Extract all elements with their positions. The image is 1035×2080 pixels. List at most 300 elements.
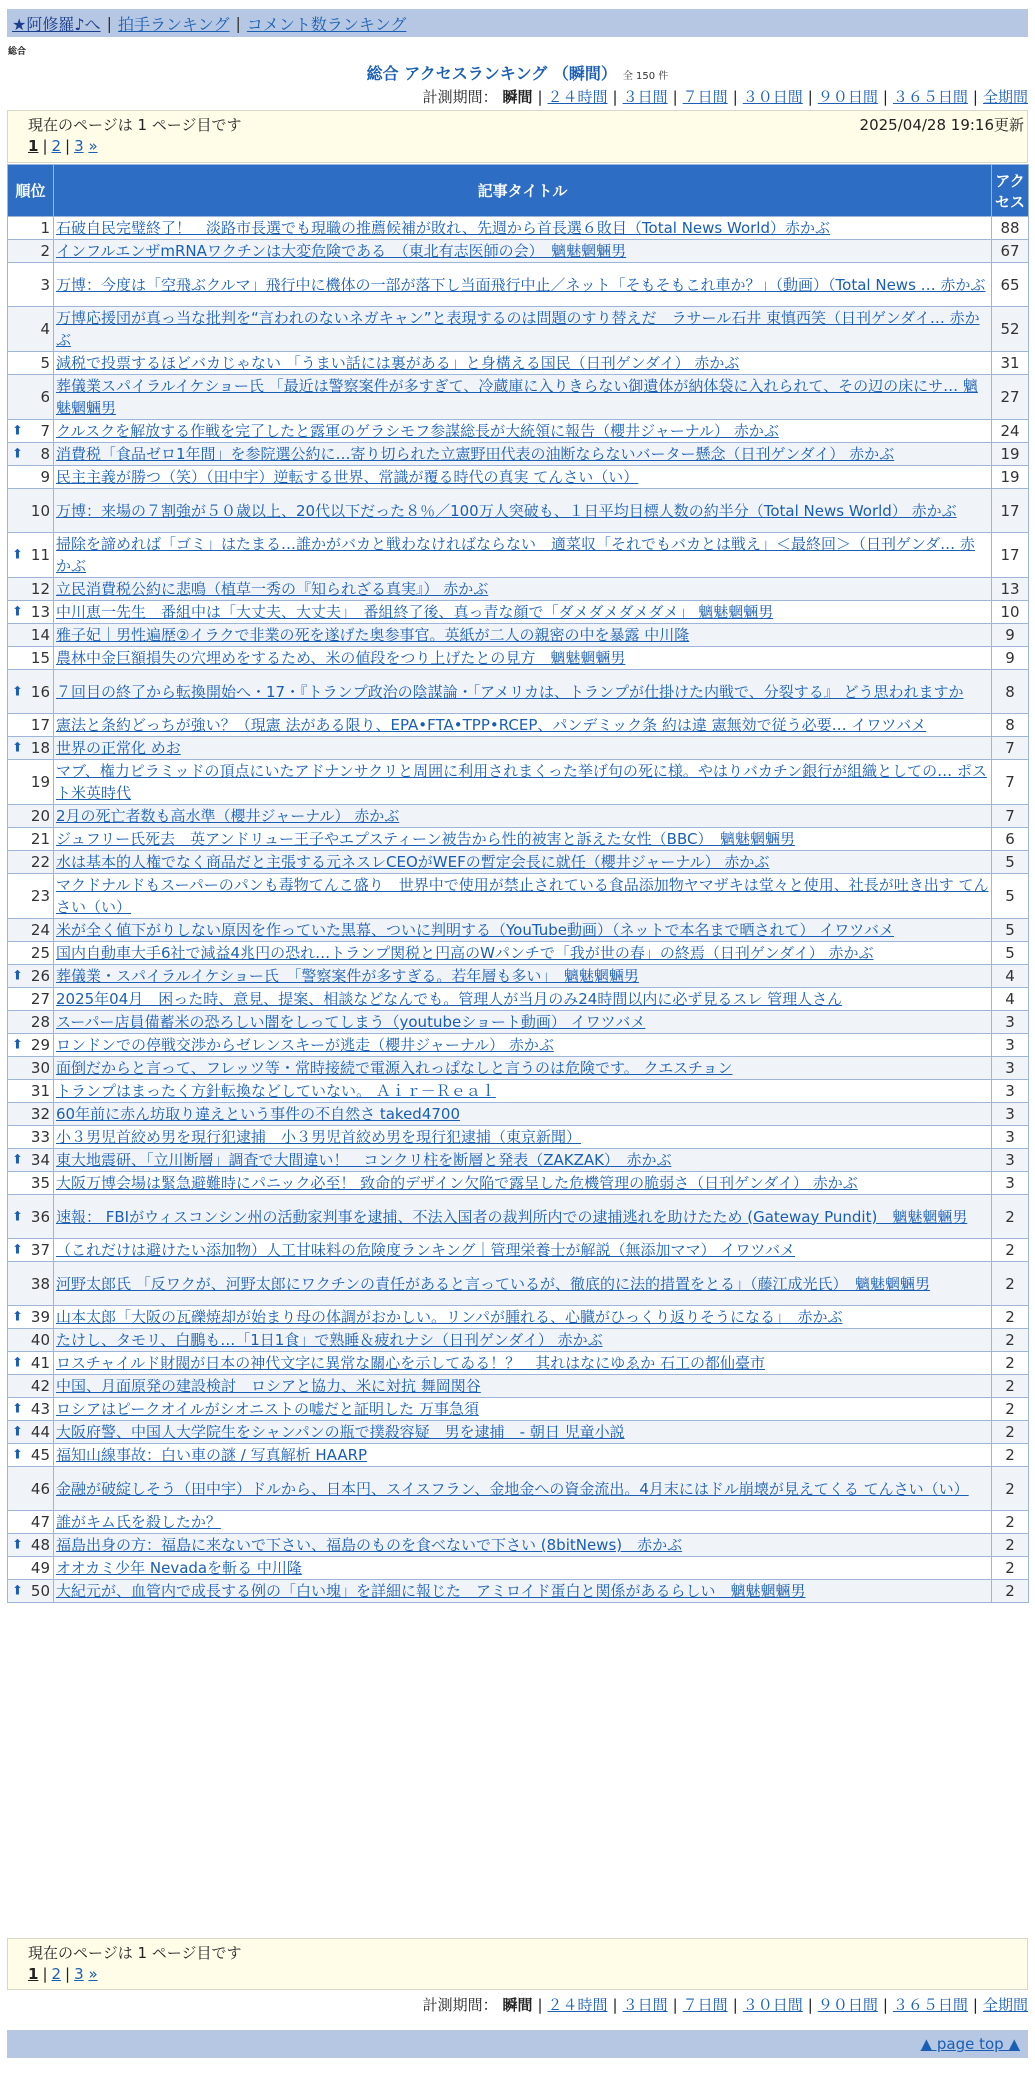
home-link[interactable]: ★阿修羅♪へ [12,14,101,34]
title-cell [54,240,992,263]
article-title-link[interactable]: 面倒だからと言って、フレッツ等・常時接続で電源入れっぱなしと言うのは危険です。 クエスチョン [56,1059,733,1077]
title-cell [54,420,992,443]
article-title-link[interactable]: 雅子妃｜男性遍歴②イラクで非業の死を遂げた奥参事官。英紙が二人の親密の中を暴露 中川隆 [56,626,690,644]
table-row [8,1580,1029,1603]
rank-number: 47 [30,1513,50,1531]
table-row [8,1444,1029,1467]
table-row [8,1080,1029,1103]
article-title-link[interactable]: 60年前に赤ん坊取り違えという事件の不自然さ taked4700 [56,1105,461,1123]
title-cell [54,443,992,466]
article-title-link[interactable]: ロンドンでの停戦交渉からゼレンスキーが逃走（櫻井ジャーナル） 赤かぶ [56,1036,554,1054]
rank-cell [8,828,54,851]
table-row [8,1306,1029,1329]
table-row [8,624,1029,647]
article-title-link[interactable]: 米が全く値下がりしない原因を作っていた黒幕、ついに判明する（YouTube動画）（ネットで本名まで晒されて） イワツバメ [56,921,894,939]
table-row [8,533,1029,578]
table-row [8,670,1029,714]
rank-up-arrow-icon: ⬆ [12,1447,23,1463]
access-count: 2 [992,1444,1029,1467]
period-selector-top: 計測期間： 瞬間 | ２４時間 | ３日間 | ７日間 | ３０日間 | ９０日間 | ３６５日間 | 全期間 [422,88,1028,106]
table-row [8,760,1029,805]
rank-cell [8,874,54,919]
article-title-link[interactable]: 小３男児首絞め男を現行犯逮捕 小３男児首絞め男を現行犯逮捕（東京新聞） [56,1128,582,1146]
page-title-text: 総合 アクセスランキング （瞬間） [366,64,617,83]
access-count: 17 [992,533,1029,578]
table-row [8,601,1029,624]
rank-cell [8,624,54,647]
access-count: 4 [992,988,1029,1011]
period-option-all[interactable]: 全期間 [982,1996,1028,2014]
access-count: 3 [992,1034,1029,1057]
article-title-link[interactable]: 立民消費税公約に悲鳴（植草一秀の『知られざる真実』） 赤かぶ [56,580,489,598]
title-cell [54,1444,992,1467]
title-cell [54,1375,992,1398]
article-title-link[interactable]: 2月の死亡者数も高水準（櫻井ジャーナル） 赤かぶ [56,807,400,825]
access-count: 3 [992,1103,1029,1126]
title-cell [54,874,992,919]
period-option-365d[interactable]: ３６５日間 [892,88,968,106]
rank-number: 39 [30,1308,50,1326]
table-row [8,1398,1029,1421]
title-cell [54,1329,992,1352]
rank-number: 17 [30,716,50,734]
title-cell [54,1352,992,1375]
access-count: 5 [992,919,1029,942]
table-row [8,1103,1029,1126]
page-link-3[interactable]: 3 [74,137,84,155]
nav-separator: | [235,13,241,33]
rank-cell [8,601,54,624]
period-label: 計測期間： [422,1996,498,2014]
rank-cell [8,263,54,307]
rank-cell [8,240,54,263]
rank-cell [8,942,54,965]
article-title-link[interactable]: 万博：来場の７割強が５０歳以上、20代以下だった８％／100万人突破も、１日平均目標人数の約半分（Total News World） 赤かぶ [56,501,957,520]
title-cell [54,352,992,375]
rank-up-arrow-icon: ⬆ [12,1309,23,1325]
rank-number: 14 [30,626,50,644]
rank-cell [8,1149,54,1172]
period-option-7d[interactable]: ７日間 [682,1996,728,2014]
page-link-2[interactable]: 2 [51,137,62,155]
rank-number: 1 [40,219,50,237]
rank-cell [8,1375,54,1398]
page-link-current[interactable]: 1 [28,1965,39,1983]
updated-timestamp: 2025/04/28 19:16更新 [859,116,1024,134]
rank-number: 50 [30,1582,50,1600]
rank-number: 46 [30,1479,50,1498]
article-title-link[interactable]: 消費税「食品ゼロ1年間」を参院選公約に…寄り切られた立憲野田代表の油断ならないバーター懸念（日刊ゲンダイ） 赤かぶ [56,445,895,463]
rank-number: 8 [40,445,50,463]
title-cell [54,307,992,352]
title-cell [54,601,992,624]
article-title-link[interactable]: 誰がキム氏を殺したか？ [56,1513,221,1531]
article-title-link[interactable]: 福島出身の方：福島に来ないで下さい、福島のものを食べないで下さい (8bitNews) 赤かぶ [56,1536,683,1554]
access-count: 2 [992,1467,1029,1511]
table-row [8,874,1029,919]
article-title-link[interactable]: 大阪万博会場は緊急避難時にパニック必至！ 致命的デザイン欠陥で露呈した危機管理の脆弱さ（日刊ゲンダイ） 赤かぶ [56,1174,858,1192]
rank-cell [8,851,54,874]
rank-up-arrow-icon: ⬆ [12,1401,23,1417]
rank-cell [8,1580,54,1603]
rank-cell [8,1329,54,1352]
title-cell [54,1103,992,1126]
rank-up-arrow-icon: ⬆ [12,446,23,462]
article-title-link[interactable]: 国内自動車大手6社で減益4兆円の恐れ…トランプ関税と円高のWパンチで「我が世の春」の終焉（日刊ゲンダイ） 赤かぶ [56,944,874,962]
rank-number: 20 [30,807,50,825]
rank-number: 7 [40,422,50,440]
rank-up-arrow-icon: ⬆ [12,968,23,984]
title-cell [54,1580,992,1603]
rank-number: 9 [40,468,50,486]
table-row [8,737,1029,760]
article-title-link[interactable]: 福知山線事故：白い車の謎 / 写真解析 HAARP [56,1446,368,1464]
period-option-3d[interactable]: ３日間 [622,88,668,106]
article-title-link[interactable]: ロシアはピークオイルがシオニストの嘘だと証明した 万事急須 [56,1400,479,1418]
rank-cell [8,1195,54,1239]
rank-up-arrow-icon: ⬆ [12,1152,23,1168]
article-title-link[interactable]: 山本太郎「大阪の瓦礫焼却が始まり母の体調がおかしい。リンパが腫れる、心臓がひっくり返りそうになる」 赤かぶ [56,1308,843,1326]
title-cell [54,578,992,601]
access-count: 3 [992,1057,1029,1080]
nav-link-clap-ranking[interactable]: 拍手ランキング [117,14,230,34]
rank-number: 27 [30,990,50,1008]
rank-cell [8,760,54,805]
access-count: 9 [992,647,1029,670]
access-count: 5 [992,851,1029,874]
article-title-link[interactable]: 中川恵一先生 番組中は「大丈夫、大丈夫」 番組終了後、真っ青な顔で「ダメダメダメダメ」 魑魅魍魎男 [56,603,774,621]
access-count: 2 [992,1580,1029,1603]
rank-cell [8,1421,54,1444]
period-option-3d[interactable]: ３日間 [622,1996,668,2014]
table-row [8,352,1029,375]
period-option-30d[interactable]: ３０日間 [742,88,803,106]
access-count: 2 [992,1306,1029,1329]
rank-number: 34 [30,1151,50,1169]
table-row [8,1329,1029,1352]
title-cell [54,828,992,851]
rank-number: 4 [40,320,50,338]
rank-number: 44 [30,1423,50,1441]
title-cell [54,714,992,737]
table-row [8,1239,1029,1262]
access-count: 2 [992,1534,1029,1557]
rank-cell [8,1034,54,1057]
article-title-link[interactable]: 葬儀業スパイラルイケショー氏 「最近は警察案件が多すぎて、冷蔵庫に入りきらない御遺体が納体袋に入れられて、その辺の床にサ… 魑魅魍魎男 [56,377,978,417]
period-option-7d[interactable]: ７日間 [682,88,728,106]
article-title-link[interactable]: 大阪府警、中国人大学院生をシャンパンの瓶で撲殺容疑 男を逮捕 - 朝日 児童小説 [56,1423,625,1441]
rank-cell [8,1467,54,1511]
rank-number: 40 [30,1331,50,1349]
access-count: 31 [992,352,1029,375]
access-count: 2 [992,1329,1029,1352]
rank-cell [8,420,54,443]
table-row [8,466,1029,489]
table-row [8,1511,1029,1534]
access-count: 27 [992,375,1029,420]
period-option-90d[interactable]: ９０日間 [817,88,878,106]
article-title-link[interactable]: 世界の正常化 めお [56,739,181,757]
title-cell [54,965,992,988]
rank-number: 49 [30,1559,50,1577]
rank-number: 48 [30,1536,50,1554]
page-link-3[interactable]: 3 [74,1965,84,1983]
access-count: 8 [992,670,1029,714]
rank-cell [8,375,54,420]
rank-cell [8,1306,54,1329]
access-count: 65 [992,263,1029,307]
article-title-link[interactable]: スーパー店員備蓄米の恐ろしい闇をしってしまう（youtubeショート動画） イワツバメ [56,1013,646,1031]
rank-number: 2 [40,242,50,260]
article-title-link[interactable]: 2025年04月 困った時、意見、提案、相談などなんでも。管理人が当月のみ24時間以内に必ず見るスレ 管理人さん [56,990,843,1008]
access-count: 2 [992,1352,1029,1375]
page-link-next[interactable]: » [88,137,98,155]
rank-cell [8,1239,54,1262]
table-row [8,647,1029,670]
article-title-link[interactable]: 金融が破綻しそう（田中宇）ドルから、日本円、スイスフラン、金地金への資金流出。4月末にはドル崩壊が見えてくる てんさい（い） [56,1479,969,1498]
rank-number: 22 [30,853,50,871]
rank-number: 11 [30,546,50,564]
rank-cell [8,443,54,466]
title-cell [54,1239,992,1262]
article-title-link[interactable]: 東大地震研、「立川断層」調査で大間違い！ コンクリ柱を断層と発表（ZAKZAK） 赤かぶ [56,1151,672,1169]
article-title-link[interactable]: 民主主義が勝つ（笑）（田中宇）逆転する世界、常識が覆る時代の真実 てんさい（い） [56,468,639,486]
rank-cell [8,988,54,1011]
rank-number: 38 [30,1274,50,1293]
table-row [8,1149,1029,1172]
table-row [8,1034,1029,1057]
rank-number: 42 [30,1377,50,1395]
page-link-next[interactable]: » [88,1965,98,1983]
table-row [8,1262,1029,1306]
rank-cell [8,1057,54,1080]
table-row [8,1534,1029,1557]
rank-cell [8,737,54,760]
article-title-link[interactable]: 石破自民完璧終了！ 淡路市長選でも現職の推薦候補が敗れ、先週から首長選６敗目（Total News World）赤かぶ [56,219,830,237]
article-title-link[interactable]: マブ、権力ピラミッドの頂点にいたアドナンサクリと周囲に利用されまくった挙げ句の死に様。やはりバカチン銀行が組織としての… ポスト米英時代 [56,762,987,802]
article-title-link[interactable]: 中国、月面原発の建設検討 ロシアと協力、米に対抗 舞岡関谷 [56,1377,481,1395]
title-cell [54,1057,992,1080]
rank-number: 6 [40,388,50,406]
table-row [8,578,1029,601]
rank-number: 36 [30,1207,50,1226]
rank-up-arrow-icon: ⬆ [12,423,23,439]
rank-cell [8,533,54,578]
breadcrumb: 総合 [8,47,27,57]
pager-top [7,110,1028,163]
table-row [8,828,1029,851]
title-cell [54,1467,992,1511]
access-count: 2 [992,1195,1029,1239]
access-count: 3 [992,1080,1029,1103]
access-count: 19 [992,466,1029,489]
table-row [8,1467,1029,1511]
article-title-link[interactable]: 万博：今度は「空飛ぶクルマ」飛行中に機体の一部が落下し当面飛行中止／ネット「そもそもこれ車か？」（動画）（Total News … 赤かぶ [56,275,986,294]
article-title-link[interactable]: 掃除を諦めれば「ゴミ」はたまる…誰かがバカと戦わなければならない 適菜収「それでもバカとは戦え」＜最終回＞（日刊ゲンダ… 赤かぶ [56,535,975,575]
title-cell [54,466,992,489]
rank-number: 10 [30,501,50,520]
article-title-link[interactable]: クルスクを解放する作戦を完了したと露軍のゲラシモフ参謀総長が大統領に報告（櫻井ジャーナル） 赤かぶ [56,422,779,440]
nav-link-comment-ranking[interactable]: コメント数ランキング [246,14,407,34]
article-title-link[interactable]: オオカミ少年 Nevadaを斬る 中川隆 [56,1559,302,1577]
table-row [8,942,1029,965]
title-cell [54,919,992,942]
article-title-link[interactable]: インフルエンザmRNAワクチンは大変危険である （東北有志医師の会） 魑魅魍魎男 [56,242,627,260]
access-count: 88 [992,217,1029,240]
rank-number: 30 [30,1059,50,1077]
title-cell [54,1034,992,1057]
rank-up-arrow-icon: ⬆ [12,740,23,756]
table-row [8,217,1029,240]
article-title-link[interactable]: ジュフリー氏死去 英アンドリュー王子やエプスティーン被告から性的被害と訴えた女性（BBC） 魑魅魍魎男 [56,830,795,848]
rank-up-arrow-icon: ⬆ [12,684,23,699]
period-option-24h[interactable]: ２４時間 [547,88,608,106]
article-title-link[interactable]: ロスチャイルド財閥が日本の神代文字に異常な關心を示してゐる！？ 其れはなにゆゑか 石工の都仙臺市 [56,1354,766,1372]
title-cell [54,805,992,828]
article-title-link[interactable]: 減税で投票するほどバカじゃない 「うまい話には裏がある」と身構える国民（日刊ゲンダイ） 赤かぶ [56,354,740,372]
table-row [8,443,1029,466]
pagination: 1 | 2 | 3 » [28,1965,98,1983]
article-title-link[interactable]: 葬儀業・スパイラルイケショー氏 「警察案件が多すぎる。若年層も多い」 魑魅魍魎男 [56,967,639,985]
period-option-all[interactable]: 全期間 [982,88,1028,106]
article-title-link[interactable]: ７回目の終了から転換開始へ・17・『トランプ政治の陰謀論・「アメリカは、トランプが仕掛けた内戦で、分裂する』 どう思われますか [56,682,964,701]
period-label: 計測期間： [422,88,498,106]
access-count: 4 [992,965,1029,988]
rank-number: 15 [30,649,50,667]
rank-number: 25 [30,944,50,962]
ranking-rows [8,217,1029,1603]
article-title-link[interactable]: たけし、タモリ、白鵬も…「1日1食」で熟睡＆疲れナシ（日刊ゲンダイ） 赤かぶ [56,1331,603,1349]
table-row [8,1057,1029,1080]
rank-number: 24 [30,921,50,939]
rank-cell [8,1352,54,1375]
access-count: 3 [992,1126,1029,1149]
page-top-link[interactable]: ▲ page top ▲ [920,2035,1020,2053]
rank-cell [8,1444,54,1467]
title-cell [54,942,992,965]
rank-cell [8,1262,54,1306]
rank-up-arrow-icon: ⬆ [12,1583,23,1599]
access-count: 13 [992,578,1029,601]
access-count: 3 [992,1011,1029,1034]
period-option-30d[interactable]: ３０日間 [742,1996,803,2014]
rank-number: 23 [30,887,50,905]
table-row [8,714,1029,737]
title-cell [54,1172,992,1195]
rank-up-arrow-icon: ⬆ [12,1209,23,1224]
title-cell [54,1398,992,1421]
access-count: 2 [992,1557,1029,1580]
access-count: 5 [992,942,1029,965]
page-link-2[interactable]: 2 [51,1965,62,1983]
page-status: 現在のページは 1 ページ目です [28,116,242,134]
article-title-link[interactable]: 速報： FBIがウィスコンシン州の活動家判事を逮捕、不法入国者の裁判所内での逮捕逃れを助けたため (Gateway Pundit) 魑魅魍魎男 [56,1207,968,1226]
nav-separator: | [106,13,112,33]
page-status: 現在のページは 1 ページ目です [28,1944,242,1962]
article-title-link[interactable]: （これだけは避けたい添加物）人工甘味料の危険度ランキング｜管理栄養士が解説（無添加ママ） イワツバメ [56,1241,796,1259]
table-row [8,420,1029,443]
article-title-link[interactable]: トランプはまったく方針転換などしていない。 Ａｉｒ－Ｒｅａｌ [56,1082,496,1100]
title-cell [54,1421,992,1444]
rank-cell [8,217,54,240]
rank-number: 28 [30,1013,50,1031]
access-count: 52 [992,307,1029,352]
rank-number: 37 [30,1241,50,1259]
rank-cell [8,578,54,601]
rank-number: 19 [30,773,50,791]
rank-up-arrow-icon: ⬆ [12,604,23,620]
access-count: 7 [992,760,1029,805]
rank-cell [8,1126,54,1149]
rank-cell [8,1511,54,1534]
table-row [8,1172,1029,1195]
table-row [8,375,1029,420]
rank-cell [8,1172,54,1195]
article-title-link[interactable]: 憲法と条約どっちが強い？（現憲 法がある限り、EPA•FTA•TPP•RCEP、パンデミック条 約は違 憲無効で従う必要… イワツバメ [56,716,927,734]
rank-number: 18 [30,739,50,757]
period-option-24h[interactable]: ２４時間 [547,1996,608,2014]
rank-up-arrow-icon: ⬆ [12,1242,23,1258]
rank-number: 12 [30,580,50,598]
access-count: 2 [992,1262,1029,1306]
column-header-access: アクセス [992,165,1029,217]
period-current: 瞬間 [502,88,533,106]
rank-number: 13 [30,603,50,621]
rank-cell [8,466,54,489]
rank-cell [8,805,54,828]
footer-bar [7,2030,1028,2058]
rank-number: 21 [30,830,50,848]
article-title-link[interactable]: 河野太郎氏 「反ワクが、河野太郎にワクチンの責任があると言っているが、徹底的に法的措置をとる」（藤江成光氏） 魑魅魍魎男 [56,1274,931,1293]
title-cell [54,217,992,240]
period-option-365d[interactable]: ３６５日間 [892,1996,968,2014]
article-title-link[interactable]: 農林中金巨額損失の穴埋めをするため、米の値段をつり上げたとの見方 魑魅魍魎男 [56,649,626,667]
rank-cell [8,965,54,988]
rank-cell [8,647,54,670]
access-count: 24 [992,420,1029,443]
period-selector-bottom: 計測期間： 瞬間 | ２４時間 | ３日間 | ７日間 | ３０日間 | ９０日間 | ３６５日間 | 全期間 [422,1996,1028,2014]
access-count: 10 [992,601,1029,624]
article-title-link[interactable]: 大紀元が、血管内で成長する例の「白い塊」を詳細に報じた アミロイド蛋白と関係があるらしい 魑魅魍魎男 [56,1582,806,1600]
article-title-link[interactable]: 万博応援団が真っ当な批判を“言われのないネガキャン”と表現するのは問題のすり替えだ ラサール石井 東慎西笑（日刊ゲンダイ… 赤かぶ [56,309,980,349]
rank-number: 5 [40,354,50,372]
article-title-link[interactable]: マクドナルドもスーパーのパンも毒物てんこ盛り 世界中で使用が禁止されている食品添加物ヤマザキは堂々と使用、社長が吐き出す てんさい（い） [56,876,989,916]
title-cell [54,1534,992,1557]
access-count: 7 [992,805,1029,828]
table-row [8,988,1029,1011]
rank-cell [8,1398,54,1421]
article-title-link[interactable]: 水は基本的人権でなく商品だと主張する元ネスレCEOがWEFの暫定会長に就任（櫻井ジャーナル） 赤かぶ [56,853,770,871]
rank-number: 3 [40,275,50,294]
title-cell [54,1557,992,1580]
access-count: 6 [992,828,1029,851]
title-cell [54,988,992,1011]
period-option-90d[interactable]: ９０日間 [817,1996,878,2014]
column-header-title: 記事タイトル [54,165,992,217]
table-row [8,307,1029,352]
title-cell [54,624,992,647]
title-cell [54,760,992,805]
access-count: 19 [992,443,1029,466]
top-nav-bar [7,9,1028,37]
rank-cell [8,307,54,352]
title-cell [54,1262,992,1306]
rank-cell [8,1534,54,1557]
pager-bottom [7,1938,1028,1990]
page-link-current[interactable]: 1 [28,137,39,155]
rank-number: 31 [30,1082,50,1100]
access-count: 17 [992,489,1029,533]
